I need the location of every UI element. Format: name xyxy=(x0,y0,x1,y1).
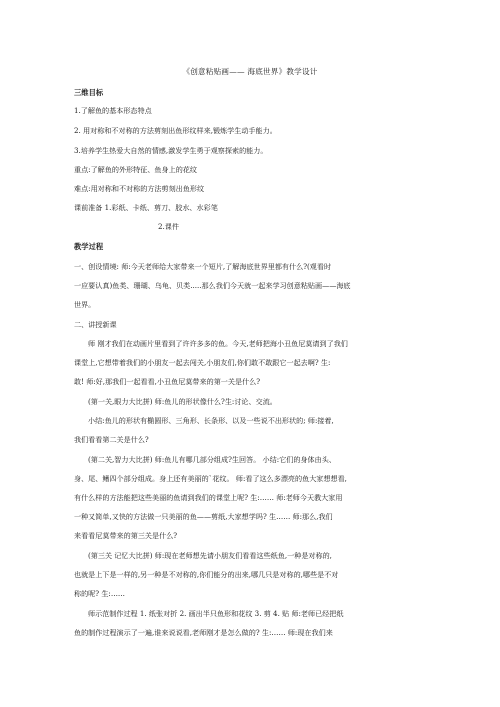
section-heading-goals: 三维目标 xyxy=(74,88,104,97)
paragraph-7-line-3: 称的呢? 生:…… xyxy=(74,589,126,598)
paragraph-8-line-1: 师示范制作过程 1. 纸张对折 2. 画出半只鱼形和花纹 3. 剪 4. 贴 师:老师已经把纸 xyxy=(88,609,344,618)
paragraph-5-line-1: 小结:鱼儿的形状有椭圆形、三角形、长条形、以及一些说不出形状的; 师:接着, xyxy=(88,416,334,425)
goal-item-1: 1.了解鱼的基本形态特点 xyxy=(74,106,152,115)
paragraph-6-line-4: 一种又简单,又快的方法做一只美丽的鱼——剪纸,大家想学吗? 生…… 师:那么,我们 xyxy=(74,512,333,521)
paragraph-1-line-2: 一应要认真)鱼类、珊瑚、乌龟、贝类.....那么我们今天就一起来学习创意粘贴画——海底 xyxy=(74,281,351,290)
document-title: 《创意粘贴画—— 海底世界》教学设计 xyxy=(182,67,318,76)
paragraph-1-line-3: 世界。 xyxy=(74,300,96,309)
paragraph-1-line-1: 一、创设情境: 师:今天老师给大家带来一个短片,了解海底世界里都有什么?(观看时 xyxy=(74,262,332,271)
goal-item-2: 2. 用对称和不对称的方法剪刻出鱼形纹样来,锻炼学生动手能力。 xyxy=(74,126,277,135)
paragraph-6-line-1: (第二关,智力大比拼) 师:鱼儿有哪几部分组成?生回答。 小结:它们的身体由头、 xyxy=(88,455,336,464)
paragraph-6-line-3: 有什么样的方法能把这些美丽的鱼请到我们的课堂上呢? 生:…… 师:老师今天教大家用 xyxy=(74,493,343,502)
key-point: 重点:了解鱼的外形特征、鱼身上的花纹 xyxy=(74,165,197,174)
paragraph-8-line-2: 鱼的制作过程演示了一遍,谁来说说看,老师刚才是怎么做的? 生:…… 师:现在我们来 xyxy=(74,628,333,637)
paragraph-7-line-2: 也就是上下是一样的,另一种是不对称的,你们能分的出来,哪几只是对称的,哪些是不对 xyxy=(74,570,339,579)
prep-item-2-text: 2.课件 xyxy=(158,222,179,231)
paragraph-7-line-1: (第三关 记忆大比拼) 师:现在老师想先请小朋友们看看这些纸鱼,一种是对称的, xyxy=(88,551,332,560)
paragraph-2: 二、讲授新课 xyxy=(74,320,117,329)
prep-item-1: 课前准备 1.彩纸、卡纸、剪刀、胶水、水彩笔 xyxy=(74,203,218,212)
paragraph-6-line-2: 身、尾、鳍四个部分组成。身上还有美丽的`花纹。 师:看了这么多漂亮的鱼大家想想看, xyxy=(74,474,347,483)
paragraph-4: (第一关,眼力大比拼) 师:鱼儿的形状像什么?生:讨论、交流。 xyxy=(88,397,277,406)
paragraph-3-line-3: 敢! 师:好,那我们一起看看,小丑鱼尼莫带来的第一关是什么? xyxy=(74,377,261,386)
goal-item-3: 3.培养学生热爱大自然的情感,激发学生勇于观察探索的能力。 xyxy=(74,146,268,155)
section-heading-process: 教学过程 xyxy=(74,242,104,251)
paragraph-3-line-2: 课堂上,它想带着我们的小朋友一起去闯关,小朋友们,你们敢不敢跟它一起去啊? 生: xyxy=(74,358,331,367)
paragraph-3-line-1: 师 刚才我们在动画片里看到了许许多多的鱼。今天,老师把海小丑鱼尼莫请到了我们 xyxy=(88,339,348,348)
prep-item-2 xyxy=(74,222,474,232)
paragraph-5-line-2: 我们看看第二关是什么? xyxy=(74,435,149,444)
paragraph-6-line-5: 来看看尼莫带来的第三关是什么? xyxy=(74,531,178,540)
difficulty: 难点:用对称和不对称的方法剪刻出鱼形纹 xyxy=(74,184,205,193)
